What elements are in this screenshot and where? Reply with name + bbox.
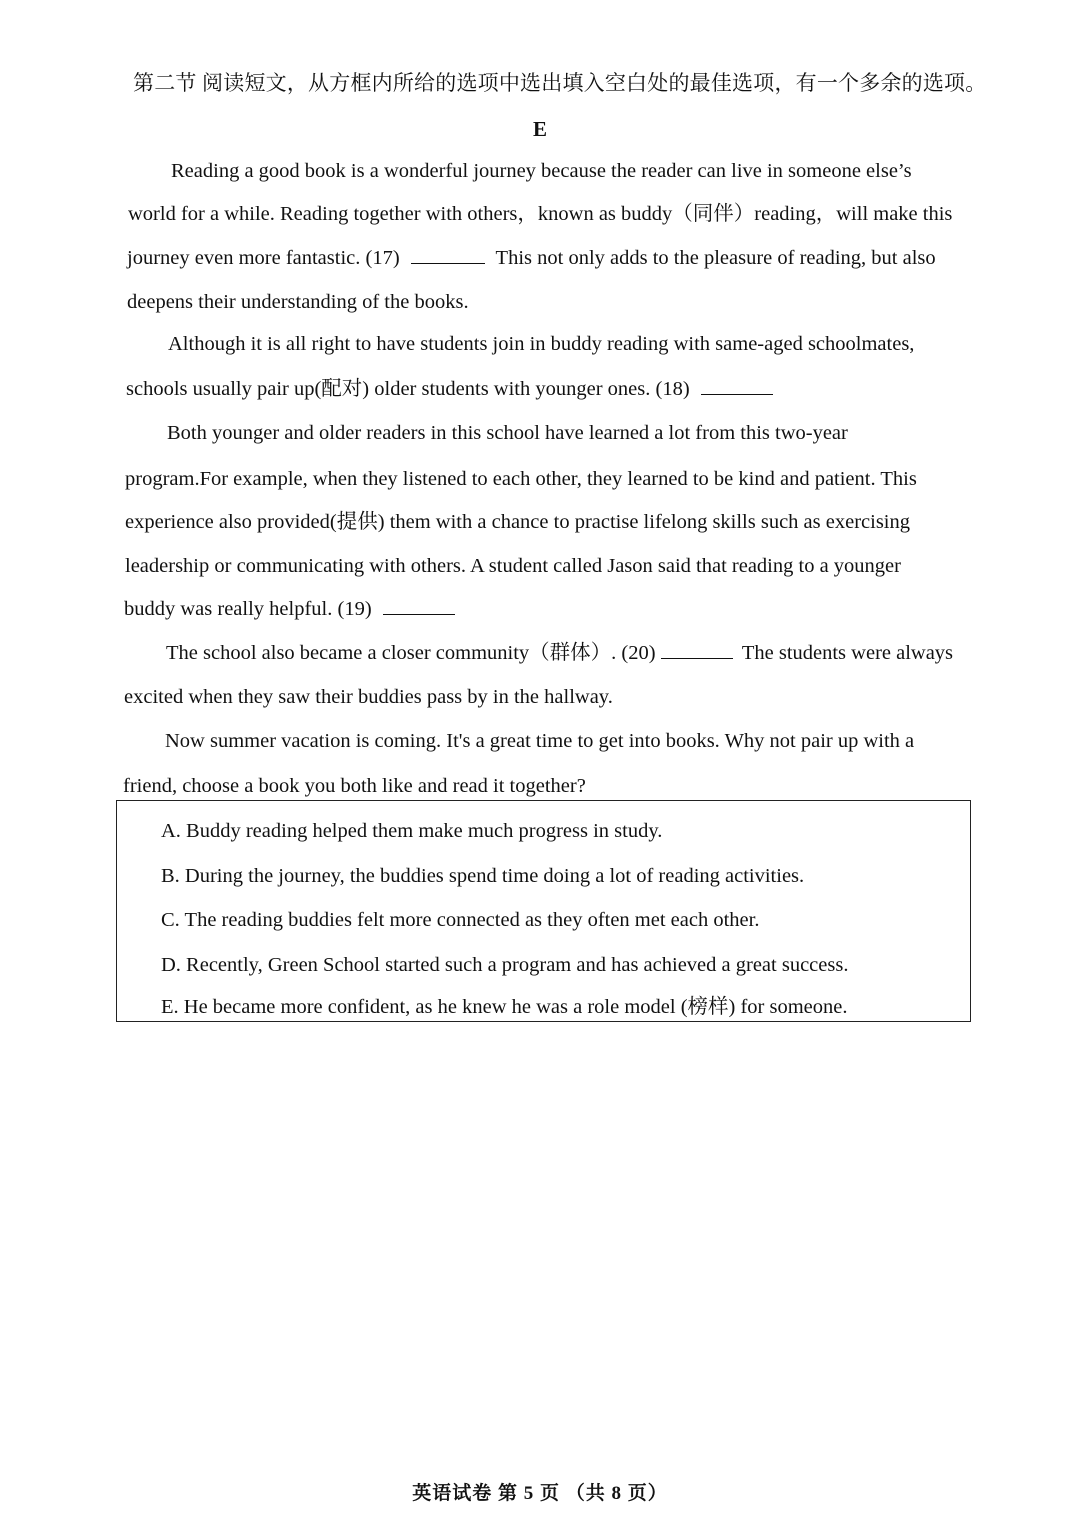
passage-label: E <box>532 117 547 141</box>
passage-line: program.For example, when they listened to each other, they learned to be kind and patient. This <box>125 468 917 490</box>
answer-blank-20[interactable] <box>661 657 733 659</box>
passage-text: journey even more fantastic. (17) <box>127 247 400 269</box>
passage-line: Now summer vacation is coming. It's a great time to get into books. Why not pair up with a <box>165 730 915 752</box>
passage-line <box>127 245 936 271</box>
passage-text: This not only adds to the pleasure of reading, but also <box>495 247 936 269</box>
option-d[interactable]: D. Recently, Green School started such a program and has achieved a great success. <box>161 954 849 976</box>
passage-line: Although it is all right to have students join in buddy reading with same-aged schoolmates, <box>168 333 915 355</box>
passage-text: The students were always <box>741 642 954 664</box>
option-e[interactable]: E. He became more confident, as he knew he was a role model (榜样) for someone. <box>161 996 848 1018</box>
option-a[interactable]: A. Buddy reading helped them make much progress in study. <box>161 820 663 842</box>
option-b[interactable]: B. During the journey, the buddies spend time doing a lot of reading activities. <box>161 865 805 887</box>
answer-blank-19[interactable] <box>383 613 455 615</box>
passage-line: excited when they saw their buddies pass by in the hallway. <box>124 686 613 708</box>
passage-line: Reading a good book is a wonderful journey because the reader can live in someone else’s <box>171 160 912 182</box>
passage-line: world for a while. Reading together with others，known as buddy（同伴）reading，will make this <box>128 203 953 225</box>
passage-line: Both younger and older readers in this school have learned a lot from this two-year <box>167 422 848 444</box>
passage-line <box>166 640 953 666</box>
options-box <box>116 800 971 1022</box>
passage-text: The school also became a closer community（群体）. (20) <box>166 642 656 664</box>
passage-line <box>126 376 773 402</box>
answer-blank-17[interactable] <box>411 262 485 264</box>
passage-text: schools usually pair up(配对) older students with younger ones. (18) <box>126 378 690 400</box>
page-footer: 英语试卷 第 5 页 （共 8 页） <box>412 1483 668 1504</box>
option-c[interactable]: C. The reading buddies felt more connected as they often met each other. <box>161 909 760 931</box>
answer-blank-18[interactable] <box>701 393 773 395</box>
passage-line: experience also provided(提供) them with a chance to practise lifelong skills such as exercising <box>125 511 911 533</box>
passage-line: leadership or communicating with others. A student called Jason said that reading to a younger <box>125 555 901 577</box>
passage-text: buddy was really helpful. (19) <box>124 598 372 620</box>
passage-line: friend, choose a book you both like and read it together? <box>123 775 586 797</box>
passage-line: deepens their understanding of the books. <box>127 291 469 313</box>
section-title: 第二节 阅读短文，从方框内所给的选项中选出填入空白处的最佳选项，有一个多余的选项。 <box>133 71 987 95</box>
passage-line <box>124 596 455 622</box>
